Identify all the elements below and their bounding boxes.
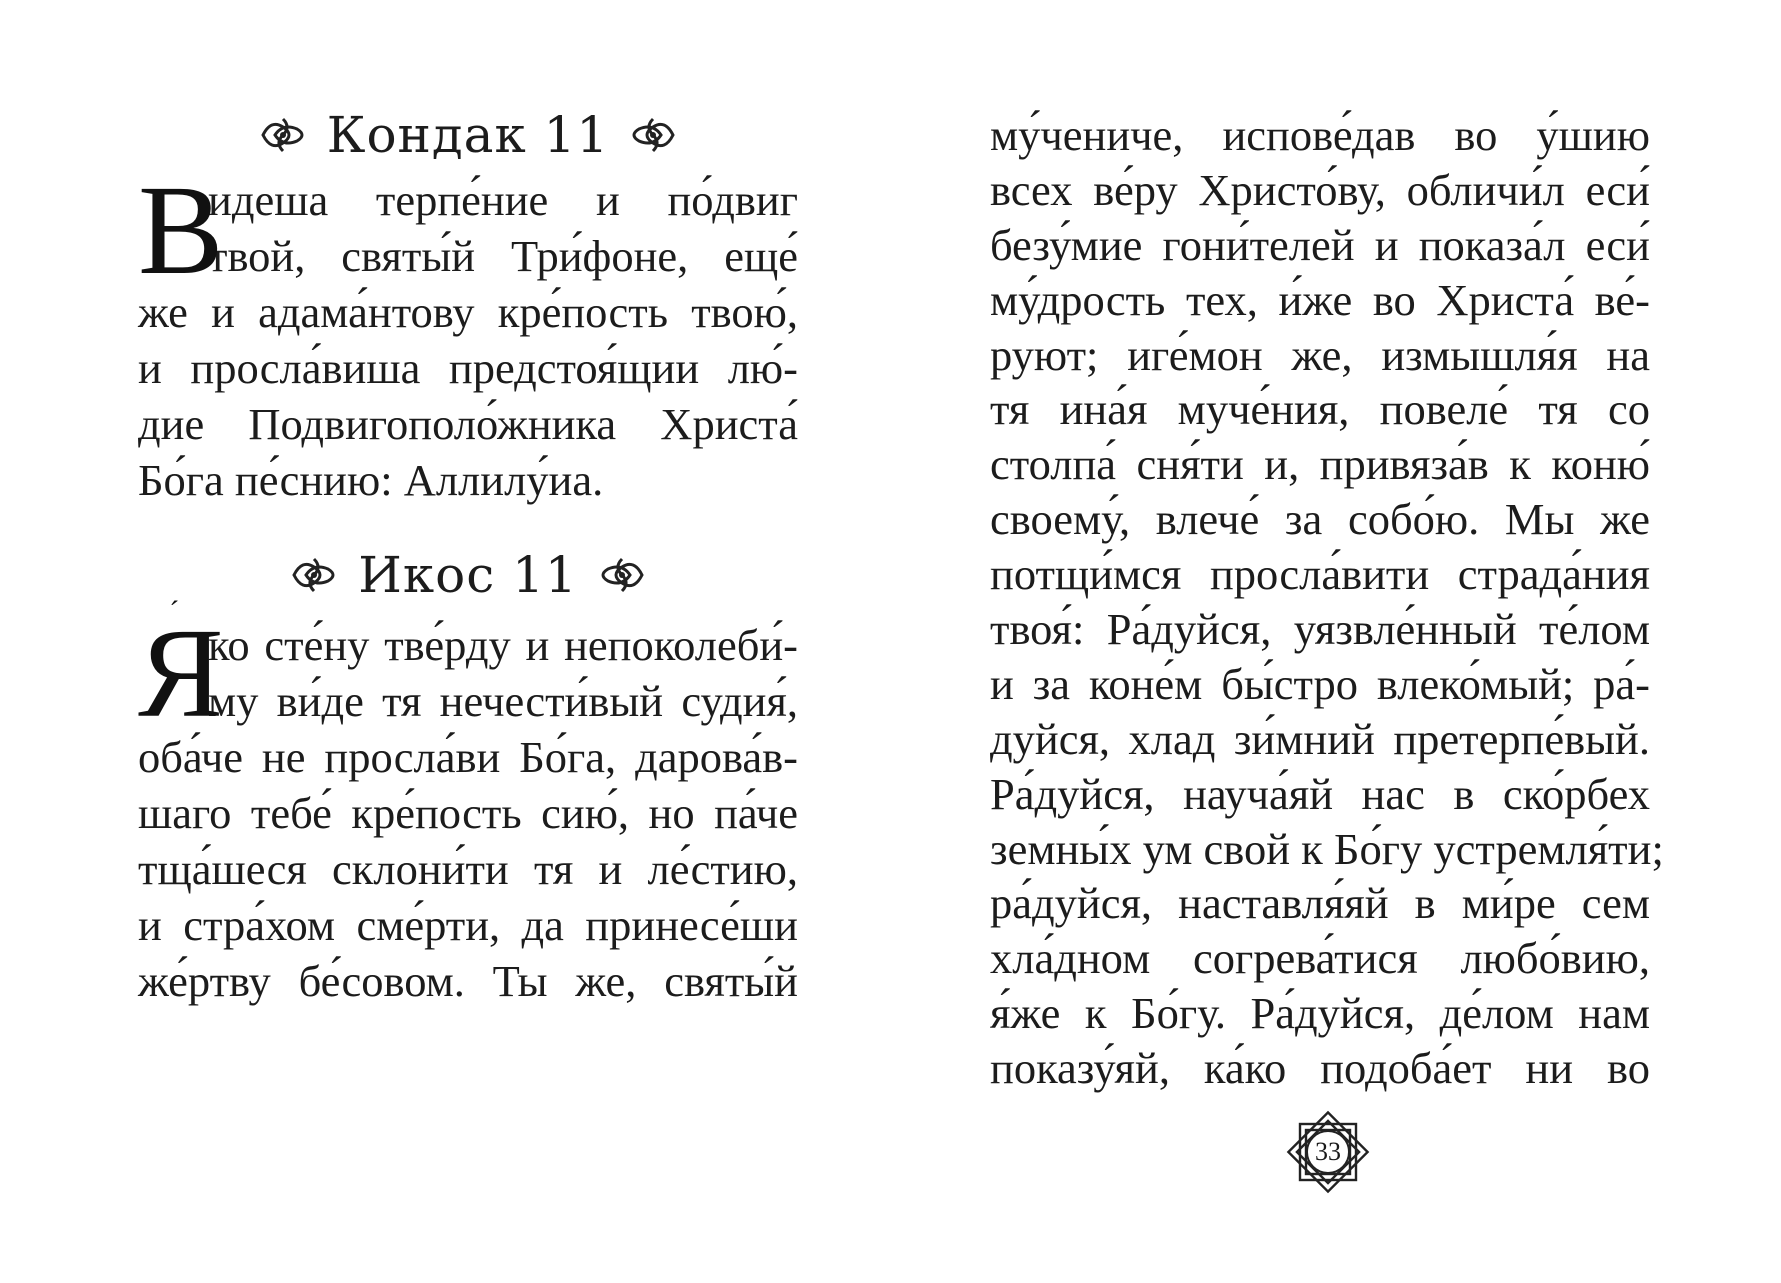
ikos-dropcap-letter: Я [138, 602, 224, 744]
continuation-line: и за коне́м бы́стро влеко́мый; ра́- [990, 658, 1650, 709]
page-number [1280, 1104, 1376, 1200]
celtic-knot-ornament-icon [257, 113, 309, 157]
kondak-title: Кондак 11 [326, 106, 610, 164]
celtic-knot-ornament-icon [627, 113, 679, 157]
continuation-line: столпа́ сня́ти и, привяза́в к коню́ [990, 439, 1650, 490]
kondak-heading [138, 106, 798, 164]
left-page [0, 0, 890, 1283]
continuation-line: хла́дном согрева́тися любо́вию, [990, 933, 1650, 984]
ikos-line: тща́шеся склони́ти тя и ле́стию, [138, 844, 798, 894]
kondak-line: твой, святы́й Три́фоне, еще́ [208, 231, 798, 281]
kondak-line: идеша терпе́ние и по́двиг [208, 175, 798, 225]
continuation-line: ра́дуйся, наставля́яй в ми́ре сем [990, 878, 1650, 929]
continuation-line: показу́яй, ка́ко подоба́ет ни во [990, 1043, 1650, 1094]
page-number-label: 33 [1315, 1137, 1341, 1166]
continuation-line: Ра́дуйся, науча́яй нас в ско́рбех [990, 768, 1650, 819]
kondak-line: дие Подвигополо́жника Христа́ [138, 399, 798, 449]
ikos-dropcap [138, 602, 224, 744]
continuation-line: руют; иге́мон же, измышля́я на [990, 329, 1650, 380]
continuation-line: земны́х ум свой к Бо́гу устремля́ти; [990, 823, 1664, 874]
kondak-line: Бо́га пе́снию: Аллилу́иа. [138, 455, 604, 505]
ikos-heading [138, 546, 798, 604]
kondak-dropcap: В [138, 159, 224, 301]
kondak-line: же и адама́нтову кре́пость твою́, [138, 287, 798, 337]
ikos-title: Икос 11 [358, 546, 578, 604]
continuation-line: му́дрость тех, и́же во Христа́ ве́- [990, 274, 1650, 325]
ikos-line: же́ртву бе́совом. Ты же, святы́й [138, 956, 798, 1006]
continuation-line: своему́, влече́ за собо́ю. Мы же [990, 494, 1650, 545]
continuation-line: всех ве́ру Христо́ву, обличи́л еси́ [990, 164, 1650, 215]
right-page [890, 0, 1781, 1283]
continuation-line: потщи́мся просла́вити страда́ния [990, 549, 1650, 600]
ikos-line: ко сте́ну тве́рду и непоколеби́- [208, 620, 798, 670]
continuation-line: безу́мие гони́телей и показа́л еси́ [990, 219, 1650, 270]
ikos-line: шаго тебе́ кре́пость сию́, но па́че [138, 788, 798, 838]
celtic-knot-ornament-icon [288, 553, 340, 597]
ikos-continuation-text [990, 108, 1664, 1096]
continuation-line: му́чениче, испове́дав во у́шию [990, 110, 1650, 160]
kondak-text [138, 159, 798, 508]
continuation-line: я́же к Бо́гу. Ра́дуйся, де́лом нам [990, 988, 1650, 1039]
ikos-line: и стра́хом сме́рти, да принесе́ши [138, 900, 798, 950]
continuation-line: тя ина́я муче́ния, повеле́ тя со [990, 384, 1650, 435]
continuation-line: дуйся, хлад зи́мний претерпе́вый. [990, 713, 1650, 764]
ikos-line: му ви́де тя нечести́вый судия́, [208, 676, 798, 726]
kondak-line: и просла́виша предстоя́щии лю́- [138, 343, 798, 393]
celtic-knot-ornament-icon [596, 553, 648, 597]
ikos-text [138, 602, 798, 1009]
ikos-line: оба́че не просла́ви Бо́га, дарова́в- [138, 732, 798, 782]
continuation-line: твоя́: Ра́дуйся, уязвле́нный те́лом [990, 604, 1650, 655]
